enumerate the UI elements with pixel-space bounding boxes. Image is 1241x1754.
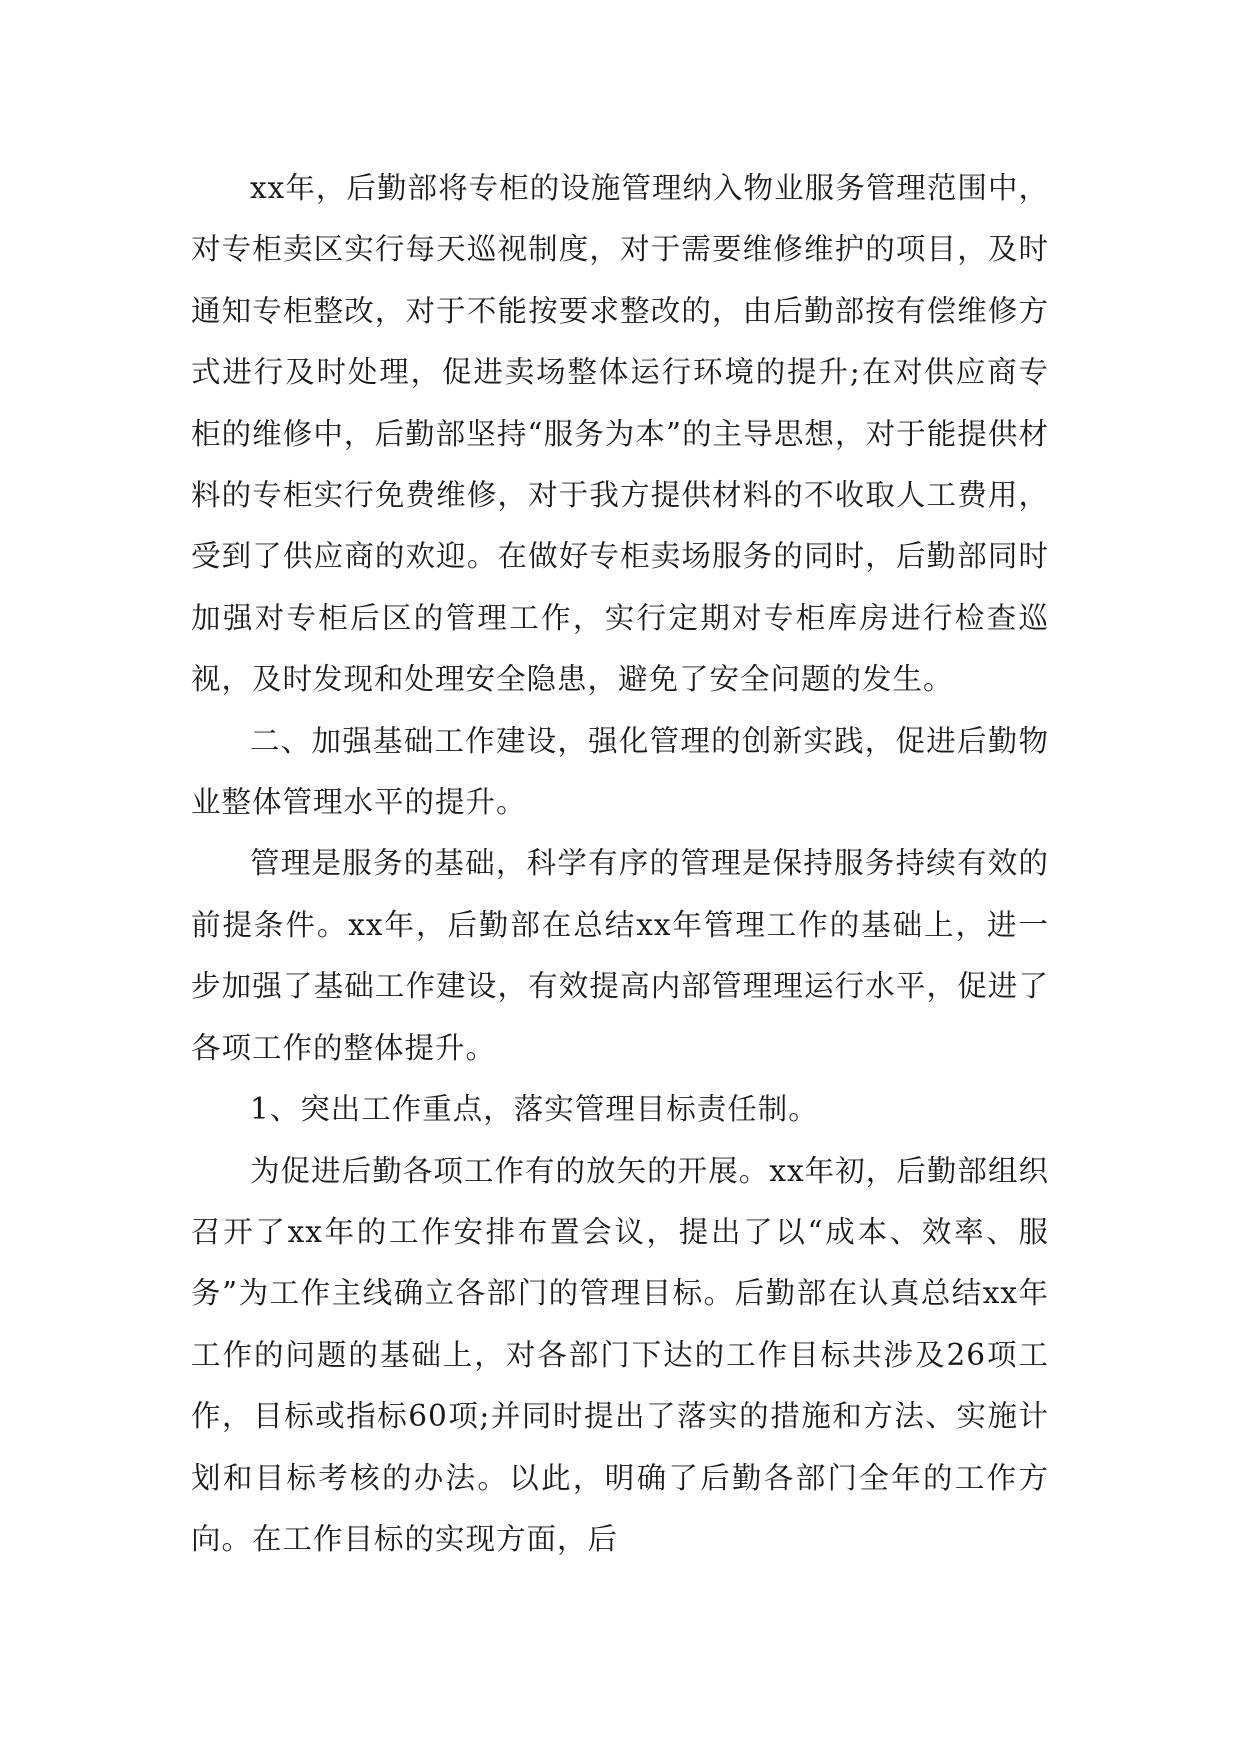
paragraph-facility-management: xx年，后勤部将专柜的设施管理纳入物业服务管理范围中，对专柜卖区实行每天巡视制度，对于需要维修维护的项目，及时通知专柜整改，对于不能按要求整改的，由后勤部按有偿维修方式进行及时处理，促进卖场整体运行环境的提升;在对供应商专柜的维修中，后勤部坚持“服务为本”的主导思想，对于能提供材料的专柜实行免费维修，对于我方提供材料的不收取人工费用，受到了供应商的欢迎。在做好专柜卖场服务的同时，后勤部同时加强对专柜后区的管理工作，实行定期对专柜库房进行检查巡视，及时发现和处理安全隐患，避免了安全问题的发生。	[191, 171, 1049, 697]
paragraph-work-targets: 为促进后勤各项工作有的放矢的开展。xx年初，后勤部组织召开了xx年的工作安排布置会议，提出了以“成本、效率、服务”为工作主线确立各部门的管理目标。后勤部在认真总结xx年工作的问题的基础上，对各部门下达的工作目标共涉及26项工作，目标或指标60项;并同时提出了落实的措施和方法、实施计划和目标考核的办法。以此，明确了后勤各部门全年的工作方向。在工作目标的实现方面，后	[191, 1153, 1049, 1556]
paragraph-management-foundation: 管理是服务的基础，科学有序的管理是保持服务持续有效的前提条件。xx年，后勤部在总结xx年管理工作的基础上，进一步加强了基础工作建设，有效提高内部管理理运行水平，促进了各项工作的整体提升。	[191, 846, 1049, 1065]
section-heading-two: 二、加强基础工作建设，强化管理的创新实践，促进后勤物业整体管理水平的提升。	[191, 723, 1049, 820]
document-body	[191, 158, 1049, 1570]
subheading-one: 1、突出工作重点，落实管理目标责任制。	[250, 1092, 819, 1127]
